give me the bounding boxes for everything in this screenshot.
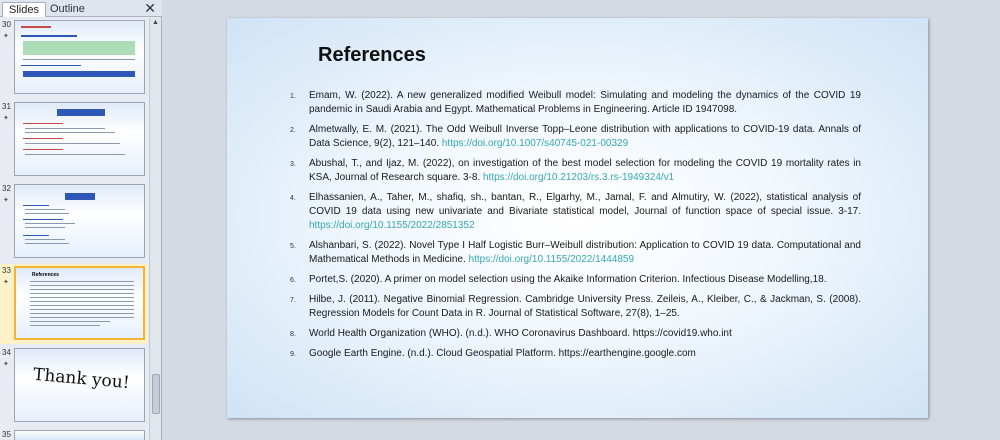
slide-number: 31 xyxy=(2,102,11,111)
reference-link[interactable]: https://doi.org/10.1007/s40745-021-00329 xyxy=(441,138,629,149)
slide-title[interactable]: References xyxy=(318,44,426,66)
slide-thumbnail-34[interactable] xyxy=(0,346,148,426)
animation-icon: ✦ xyxy=(3,279,9,286)
reference-item xyxy=(290,191,861,233)
slide-thumbnail-31[interactable] xyxy=(0,100,148,180)
thank-you-text: Thank you! xyxy=(32,364,131,394)
animation-icon: ✦ xyxy=(3,197,9,204)
reference-number: 5. xyxy=(290,243,296,250)
reference-text: Alshanbari, S. (2022). Novel Type I Half Logistic Burr–Weibull distribution: Application to COVID 19 data. Computational and Mathematical Methods in Medicine. xyxy=(309,240,861,265)
tab-outline[interactable]: Outline xyxy=(50,3,85,15)
pane-tabs xyxy=(0,0,162,17)
reference-text: Abushal, T., and Ijaz, M. (2022), on investigation of the best model selection for modeling the COVID 19 mortality rates in KSA, Journal of Research square. 3-8. xyxy=(309,158,861,183)
animation-icon: ✦ xyxy=(3,33,9,40)
reference-item xyxy=(290,327,861,341)
reference-number: 3. xyxy=(290,161,296,168)
reference-item xyxy=(290,273,861,287)
slide-preview xyxy=(14,184,145,258)
reference-number: 9. xyxy=(290,351,296,358)
reference-text: Almetwally, E. M. (2021). The Odd Weibull Inverse Topp–Leone distribution with applications to COVID-19 data. Annals of Data Science, 9(2), 121–140. xyxy=(309,124,861,149)
slide-preview-title: References xyxy=(32,272,59,278)
slide-number: 30 xyxy=(2,20,11,29)
reference-item xyxy=(290,347,861,361)
current-slide[interactable] xyxy=(227,18,928,418)
reference-item xyxy=(290,123,861,151)
slide-preview xyxy=(14,20,145,94)
thumbnail-scrollbar[interactable] xyxy=(149,18,161,440)
reference-item xyxy=(290,239,861,267)
reference-number: 8. xyxy=(290,331,296,338)
reference-link[interactable]: https://doi.org/10.1155/2022/2851352 xyxy=(309,220,475,231)
reference-number: 7. xyxy=(290,297,296,304)
reference-number: 4. xyxy=(290,195,296,202)
slide-thumbnail-list xyxy=(0,18,148,440)
slide-preview xyxy=(14,102,145,176)
slides-pane xyxy=(0,0,162,440)
slide-thumbnail-33[interactable] xyxy=(0,264,148,344)
close-icon[interactable]: ✕ xyxy=(144,0,156,16)
animation-icon: ✦ xyxy=(3,115,9,122)
reference-item xyxy=(290,293,861,321)
slide-number: 32 xyxy=(2,184,11,193)
slide-thumbnail-30[interactable] xyxy=(0,18,148,98)
reference-text: Elhassanien, A., Taher, M., shafiq, sh., bantan, R., Elgarhy, M., Jamal, F. and Almutiry, W. (2022), statistical analysis of COVID 19 data using new univariate and Bivariate statistical model, Journal of function space of special issue. 3-17. xyxy=(309,192,861,217)
slide-editing-area xyxy=(163,0,1000,440)
scrollbar-thumb[interactable] xyxy=(152,374,160,414)
tab-slides[interactable]: Slides xyxy=(2,2,46,17)
slide-preview xyxy=(14,348,145,422)
reference-number: 6. xyxy=(290,277,296,284)
reference-text: Hilbe, J. (2011). Negative Binomial Regression. Cambridge University Press. Zeileis, A., Kleiber, C., & Jackman, S. (2008). Regression Models for Count Data in R. Journal of Statistical Software, 27(8), 1–25. xyxy=(309,294,861,319)
slide-number: 35 xyxy=(2,430,11,439)
reference-link[interactable]: https://doi.org/10.21203/rs.3.rs-1949324/v1 xyxy=(482,172,675,183)
slide-thumbnail-32[interactable] xyxy=(0,182,148,262)
animation-icon: ✦ xyxy=(3,361,9,368)
reference-text: Emam, W. (2022). A new generalized modified Weibull model: Simulating and modeling the dynamics of the COVID 19 pandemic in Saudi Arabia and Egypt. Mathematical Problems in Engineering. Article ID 1947098. xyxy=(309,90,861,115)
slide-preview xyxy=(14,430,145,440)
reference-number: 1. xyxy=(290,93,296,100)
slide-thumbnail-35[interactable] xyxy=(0,428,148,440)
reference-text: Portet,S. (2020). A primer on model selection using the Akaike Information Criterion. Infectious Disease Modelling,18. xyxy=(309,274,827,285)
reference-number: 2. xyxy=(290,127,296,134)
reference-item xyxy=(290,89,861,117)
reference-item xyxy=(290,157,861,185)
slide-preview xyxy=(14,266,145,340)
scroll-up-icon[interactable]: ▲ xyxy=(152,19,159,26)
slide-number: 34 xyxy=(2,348,11,357)
reference-text: Google Earth Engine. (n.d.). Cloud Geospatial Platform. https://earthengine.google.com xyxy=(309,348,696,359)
references-list[interactable] xyxy=(290,89,861,367)
slide-number: 33 xyxy=(2,266,11,275)
reference-link[interactable]: https://doi.org/10.1155/2022/1444859 xyxy=(468,254,635,265)
reference-text: World Health Organization (WHO). (n.d.). WHO Coronavirus Dashboard. https://covid19.who.int xyxy=(309,328,732,339)
